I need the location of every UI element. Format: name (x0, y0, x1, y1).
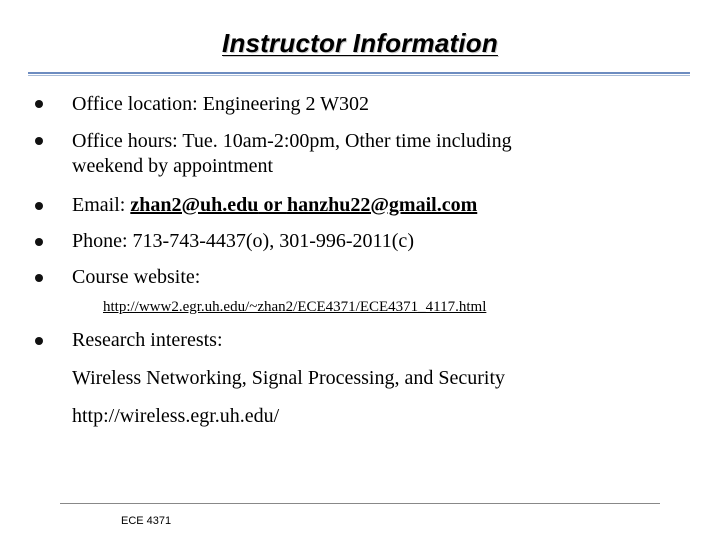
bullet-dot-icon (35, 238, 43, 246)
email-link-secondary[interactable]: hanzhu22@gmail.com (286, 194, 478, 216)
research-interests-label: Research interests: (72, 329, 223, 351)
bullet-dot-icon (35, 202, 43, 210)
research-website-link[interactable]: http://wireless.egr.uh.edu/ (72, 405, 280, 427)
slide-title: Instructor Information (222, 28, 498, 58)
office-hours-line2: weekend by appointment (72, 155, 274, 177)
bullet-dot-icon (35, 274, 43, 282)
email-line (72, 193, 477, 218)
research-topics: Wireless Networking, Signal Processing, and Security (72, 367, 506, 389)
footer-divider (60, 503, 660, 504)
footer-course-code: ECE 4371 (121, 515, 172, 527)
bullet-dot-icon (35, 137, 43, 145)
office-location: Office location: Engineering 2 W302 (72, 93, 369, 115)
title-divider-secondary (28, 75, 690, 76)
course-website-label: Course website: (72, 266, 201, 288)
office-hours-line1: Office hours: Tue. 10am-2:00pm, Other time including (72, 130, 512, 152)
title-divider (28, 72, 690, 74)
email-link-primary[interactable]: zhan2@uh.edu (130, 194, 259, 216)
email-separator: or (258, 194, 287, 216)
bullet-dot-icon (35, 100, 43, 108)
phone-line: Phone: 713-743-4437(o), 301-996-2011(c) (72, 230, 414, 252)
course-website-link[interactable]: http://www2.egr.uh.edu/~zhan2/ECE4371/ECE4371_4117.html (103, 299, 487, 315)
email-label: Email: (72, 194, 131, 216)
bullet-dot-icon (35, 337, 43, 345)
